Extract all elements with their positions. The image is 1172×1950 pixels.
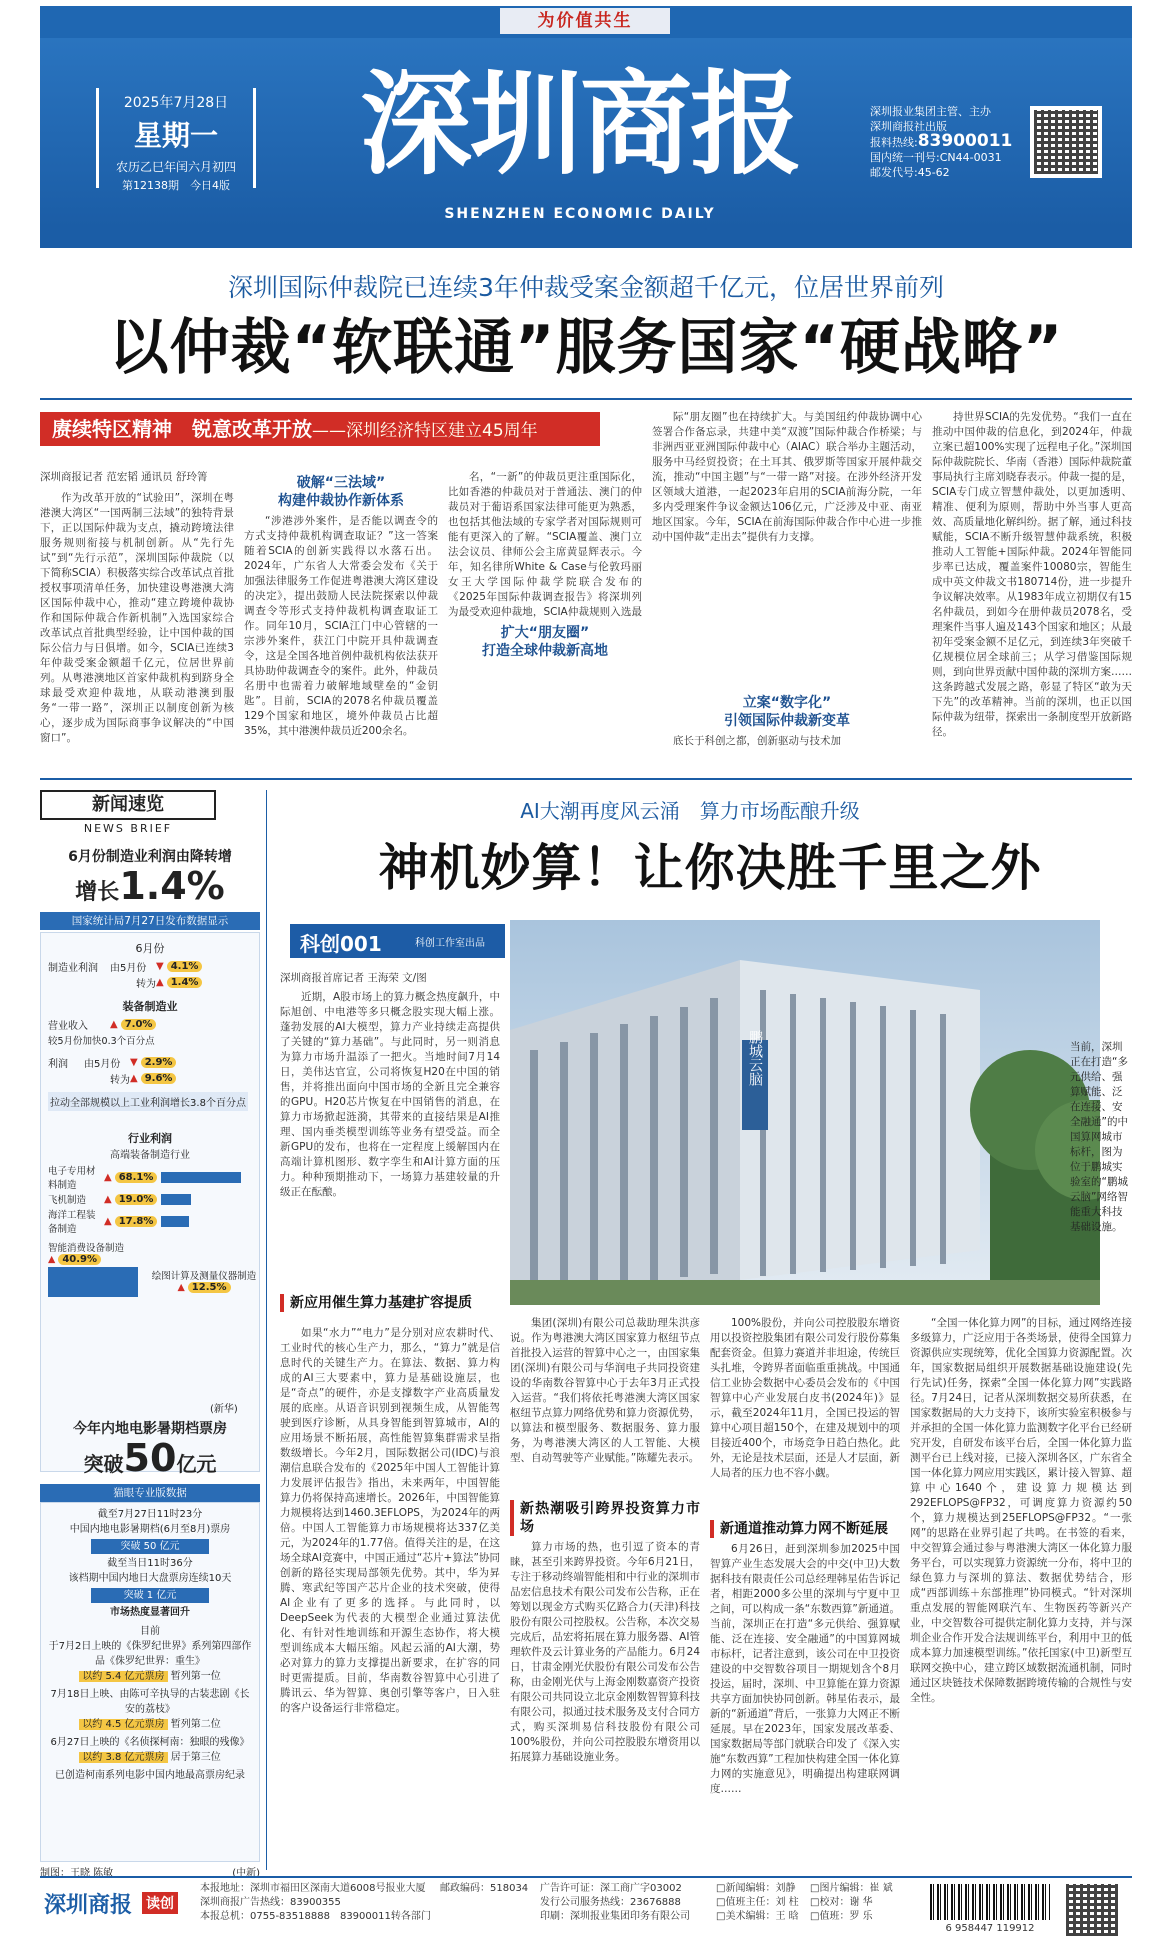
industry-4: 智能消费设备制造 ▲ 40.9% — [48, 1240, 148, 1300]
anniversary-banner — [40, 412, 600, 446]
lead-column-1 — [40, 470, 234, 770]
lead-paragraph: 持世界SCIA的先发优势。“我们一直在推动中国仲裁的信息化，到2024年，仲裁立案已超100%实现了远程电子化。”深圳国际仲裁院院长、华南（香港）国际仲裁院董事局执行主席刘晓春表示。仲裁一提的是，SCIA专门成立智慧仲裁处，以更加透明、精准、便利为原则，帮助中外当事人更高效、高质量地化解纠纷。据了解，通过科技赋能，SCIA不断升级智慧仲裁系统，积极推动人工智能+国际仲裁。2024年智能同步率已达成，覆盖案件10080宗，智能生成中英文仲裁文书180714份，进一步提升争议解决效率。从1983年成立初期仅有15名仲裁员，到如今在册仲裁员2078名，受理案件当事人遍及143个国家和地区；从最初年受案金额不足亿元，到连续3年突破千亿规模位居全球前三；从学习借鉴国际规则，到向世界贡献中国仲裁的深圳方案……这条跨越式发展之路，彰显了特区“敢为天下先”的改革精神。当前的深圳，也正以国际仲裁为纽带，探索出一条制度型开放新路径。 — [932, 411, 1132, 738]
banner-subtext: ——深圳经济特区建立45周年 — [312, 421, 538, 441]
publisher-info — [870, 104, 1020, 180]
story2-paragraph: 6月26日，赶到深圳参加2025中国智算产业生态发展大会的中交(中卫)大数据科技有限责任公司总经理韩星佑告诉记者，相距2000多公里的深圳与宁夏中卫之间，可以构成一条“东数西算”新通道。当前，深圳正在打造“多元供给、强算赋能、泛在连接、安全融通”的中国算网城市标杆，记者注意到，该公司在中卫投资建设的中交智数谷项目一期规划含个8月投运，届时，深圳、中卫算能在算力资源共享方面加快协同创新。韩星佑表示，最新的“新通道”背后，一张算力大网正不断延展。早在2023年，国家发展改革委、国家数据局等部门就联合印发了《深入实施“东数西算”工程加快构建全国一体化算力网的实施意见》，明确提出构建联网调度…… — [710, 1543, 900, 1795]
up-arrow-icon: ▲ — [48, 1254, 56, 1265]
brief-item2-stripe: 猫眼专业版数据 — [40, 1484, 260, 1502]
bar-ind2 — [161, 1194, 191, 1205]
up-arrow-icon: ▲ — [110, 1018, 118, 1030]
industry-5: 绘图计算及测量仪器制造 ▲ 12.5% — [151, 1271, 257, 1293]
profit-row: 利润 由5月份 ▼ 2.9% 转为 ▲ 9.6% — [48, 1054, 258, 1086]
footer-logo: 深圳商报 — [44, 1892, 133, 1918]
lead-column-4 — [652, 410, 922, 770]
high-end-label: 高端装备制造行业 — [110, 1150, 190, 1161]
story2-headline: 神机妙算！让你决胜千里之外 — [378, 839, 1042, 897]
story2-paragraph: 如果“水力”“电力”是分别对应农耕时代、工业时代的核心生产力，那么，“算力”就是信息时代的关键生产力。在算法、数据、算力构成的AI三大要素中，算力是基础设施层，也是“奇点”的硬件，亦是支撑数字产业高质量发展的底座。从语音识别到视频生成，从智能驾驶到医疗诊断，从具身智能到智算城市，AI的应用场景不断拓展，高性能智算集群需求呈指数级增长。今年2月，国际数据公司(IDC)与浪潮信息联合发布的《2025年中国人工智能计算力发展评估报告》指出，未来两年，中国智能算力仍将保持高速增长。2026年，中国智能算力规模将达到1460.3EFLOPS，为2024年的两倍。中国人工智能算力市场规模将达337亿美元，为2024年的1.77倍。值得关注的是，在这场全球AI竞赛中，中国正通过“芯片+算法”协同创新的路径实现局部领先优势。其中，华为昇腾、寒武纪等国产芯片企业的技术突破，使得AI企业有了更多的选择。与此同时，以DeepSeek为代表的大模型企业通过算法优化、有针对性地训练和开源生态协作，将大模型训练成本大幅压缩。风起云涌的AI大潮，势必对算力的算力支撑提出新要求，在扩容的同时更需提质。目前，华南数谷智算中心引进了腾讯云、华为智算、奥创引擎等客户，日入驻的客户设备运行非常稳定。 — [280, 1327, 500, 1714]
lead-paragraph: “涉港涉外案件，是否能以调查令的方式支持仲裁机构调查取证？”这一答案随着SCIA的创新实践得以水落石出。2024年，广东省人大常委会发布《关于加强法律服务工作促进粤港澳大湾区建设的决定》，提出鼓励人民法院探索以仲裁调查令等形式支持仲裁机构调查取证工作。同年10月，SCIA江门中心管辖的一宗涉外案件，获江门中院开具仲裁调查令，这是全国各地首例仲裁机构依法获开具协助仲裁调查令的案件。此外，仲裁员名册中也需着力破解地域壁垒的“金钥匙”。目前，SCIA的2078名仲裁员覆盖129个国家和地区，境外仲裁员占比超35%，其中港澳仲裁员近200余名。 — [244, 515, 438, 737]
down-arrow-icon: ▼ — [130, 1056, 138, 1068]
lead-subhead-1: 破解“三法域” 构建仲裁协作新体系 — [278, 475, 404, 509]
hotline-label: 报料热线: — [870, 136, 918, 149]
lead-paragraph: 名，“一新”的仲裁员更注重国际化，比如香港的仲裁员对于普通法、澳门的仲裁员对于葡语系国家法律可能更为熟悉，也包括其他法域的专家学者对国际规则可能有更深入的了解。“SCIA覆盖、澳门立法会议员、律师公会主席黄显辉表示。今年，知名律所White & Case与伦敦玛丽女王大学国际仲裁学院联合发布的《2025年国际仲裁调查报告》将深圳列为最受欢迎仲裁地，SCIA仲裁规则入选最 — [448, 471, 642, 618]
column-divider — [266, 790, 267, 1870]
issue-date: 2025年7月28日 — [123, 95, 229, 111]
month-label: 6月份 — [135, 942, 165, 955]
lead-column-3 — [448, 470, 642, 770]
slogan: 为价值共生 — [500, 8, 670, 34]
story2-column-3 — [710, 1316, 900, 1866]
publisher2: 深圳商报社出版 — [870, 120, 947, 133]
industry-bars: 电子专用材料制造 ▲ 68.1% 飞机制造 ▲ 19.0% 海洋工程装备制造 ▲ 17.8% — [48, 1166, 258, 1232]
bar-ind3 — [161, 1216, 189, 1227]
footer-postcode: 邮政编码：518034 — [440, 1883, 529, 1894]
revenue-row: 营业收入 ▲ 7.0% 较5月份加快0.3个百分点 — [48, 1018, 155, 1047]
divider — [40, 778, 1132, 780]
hotline: 83900011 — [917, 131, 1013, 151]
story2-section-1: 新应用催生算力基建扩容提质 — [280, 1294, 500, 1312]
up-arrow-icon: ▲ — [104, 1215, 112, 1227]
story2-column-2 — [510, 1316, 700, 1866]
story2-paragraph: 近期，A股市场上的算力概念热度飙升，中际旭创、中电港等多只概念股实现大幅上涨。蓬勃发展的AI大模型，算力产业持续走高提供了关键的“算力基础”。与此同时，另一则消息为算力市场升温添了一把火。当地时间7月14日，美伟达官宣，公司将恢复H20在中国的销售，并将推出面向中国市场的全新且完全兼容的GPU。H20芯片恢复在中国销售的消息，在算力市场掀起涟漪，其带来的直接结果是AI推理、国内垂类模型训练等业务有望受益。而全新GPU的发布，也将在一定程度上缓解国内在高端计算机图形、数字孪生和AI计算方面的压力。种种预期推动下，一场算力基建较量的升级正在酝酿。 — [280, 991, 500, 1198]
date-box — [96, 88, 256, 192]
newspaper-title: 深圳商报 — [360, 59, 800, 190]
barcode-number: 6 958447 119912 — [945, 1923, 1035, 1934]
photo-caption: 当前，深圳正在打造“多元供给、强算赋能、泛在连接、安全融通”的中国算网城市标杆，图为位于鹏城实验室的“鹏城云脑”网络智能重大科技基础设施。 — [1070, 1041, 1128, 1233]
brief-item1-title: 6月份制造业利润由降转增 — [68, 849, 232, 865]
footer-editors-2: □图片编辑：崔 斌 □校对：谢 华 □值班：罗 乐 — [810, 1883, 893, 1922]
story2-paragraph: 100%股份，并向公司控股股东增资用以投资控股集团有限公司发行股份募集配套资金。但算力赛道并非坦途，传统巨头扎堆，令跨界者面临重重挑战。中国通信工业协会数据中心委员会发布的《中国智算中心产业发展白皮书(2024年)》显示，截至2024年11月，全国已投运的智算中心项目超150个，在建及规划中的项目接近400个，市场竞争日趋白热化。此外，无论是技术层面，还是人才层面，新人局者的压力也不容小觑。 — [710, 1317, 900, 1479]
up-arrow-icon: ▲ — [156, 976, 164, 988]
lead-byline: 深圳商报记者 范宏韬 通讯员 舒玲箐 — [40, 471, 208, 483]
news-brief-header: 新闻速览 — [40, 790, 216, 820]
story2-column-1b — [280, 1326, 500, 1866]
brief-item2-number: 突破50亿元 — [83, 1436, 217, 1480]
publisher: 深圳报业集团主管、主办 — [870, 105, 991, 118]
story2-byline: 深圳商报首席记者 王海荣 文/图 — [280, 972, 427, 984]
bar-ind1 — [161, 1172, 241, 1183]
up-arrow-icon: ▲ — [130, 1072, 138, 1084]
qr-code-icon[interactable] — [1030, 106, 1102, 178]
story2-section-2: 新热潮吸引跨界投资算力市场 — [510, 1500, 700, 1536]
story2-paragraph: 算力市场的热，也引逗了资本的青睐，甚至引来跨界投资。今年6月21日，专注于移动终端智能相和中行业的深圳市品宏信息技术有限公司发布公告称，正在筹划以现金方式购买亿路合力(天津)科技股份有限公司控股权。公告称，本次交易完成后，品宏将拓展在算力服务器、AI管理软件及云计算业务的产品能力。6月24日，甘肃金刚光伏股份有限公司发布公告称，由金刚光伏与上海金刚数嘉资产投资有限公司共同设立北京金刚数智智算科技有限公司，拟通过技术服务及支付合同方式，购买深圳易信科技股份有限公司100%股份，并向公司控股股东增资用以拓展算力基础设施业务。 — [510, 1541, 700, 1763]
lead-paragraph: 作为改革开放的“试验田”，深圳在粤港澳大湾区“一国两制三法域”的独特背景下，正以国际仲裁为支点，撬动跨境法律服务规则衔接与机制创新。从“先行先试”到“先行示范”，深圳国际仲裁院（以下简称SCIA）积极落实综合改革试点首批授权事项清单任务，加快建设粤港澳大湾区国际仲裁中心，推动“建立跨境仲裁协作和国际仲裁合作新机制”入选国家综合改革试点首批典型经验，让中国仲裁的国际公信力与日俱增。如今，SCIA已连续3年仲裁受案金额超千亿元，位居世界前列。从粤港澳地区首家仲裁机构到跻身全球最受欢迎仲裁地，从联动港澳到服务“一带一路”，深圳正以制度创新为核心，逐步成为国际商事争议解决的“中国窗口”。 — [40, 492, 234, 744]
news-brief-header-en: NEWS BRIEF — [83, 822, 173, 835]
column-note: 科创工作室出品 — [415, 938, 485, 949]
building-illustration — [510, 920, 1100, 1305]
lead-headline: 以仲裁“软联通”服务国家“硬战略” — [108, 313, 1064, 383]
manufacturing-row: 制造业利润 由5月份 ▼ 4.1% 转为 ▲ 1.4% — [48, 958, 258, 990]
weekday: 星期一 — [133, 119, 218, 152]
footer-ads: 广告许可证：深工商广字03002 发行公司服务热线：23676888 印刷：深圳报业集团印务有限公司 — [540, 1883, 690, 1922]
up-arrow-icon: ▲ — [104, 1193, 112, 1205]
lead-subhead-2: 扩大“朋友圈” 打造全球仲裁新高地 — [482, 625, 608, 659]
story2-paragraph: “全国一体化算力网”的目标，通过网络连接多级算力，广泛应用于各类场景，使得全国算力资源供应实现统筹，优化全国算力资源配置。次年，国家数据局组织开展数据基础设施建设(先行先试)任务，探索“全国一体化算力网”实践路径。7月24日，记者从深圳数据交易所获悉，在国家数据局的大力支持下，该所实验室积极参与并承担的全国一体化算力监测数字化平台已经研究开发，自研发布该平台后，全国一体化算力监测平台已上线对接，已接入深圳各区，广东省全国一体化算力网应用实践区，累计接入智算、超算中心1640个，建设算力规模达到292EFLOPS@FP32，可调度算力资源约50个，算力规模达到25EFLOPS@FP32。“一张网”的思路在业界引起了共鸣。在书签的看来，中交智算会通过参与粤港澳大湾区一体化算力服务平台，可以实现算力资源统一分布，将中卫的绿色算力与深圳的算法、数据优势结合，形成“西部训练＋东部推理”协同模式。“针对深圳重点发展的智能网联汽车、生物医药等新兴产业，中交智数谷可提供定制化算力支持，并与深圳企业合作开发合法规训练平台，利用中卫的低成本算力加速模型训练。”依托国家(中卫)新型互联网交换中心，建立跨区域数据流通机制，同时通过区块链技术保障数据跨境传输的合规性与安全性。 — [910, 1317, 1132, 1704]
brief-item1-stripe: 国家统计局7月27日发布数据显示 — [40, 912, 260, 930]
box-office-panel: 截至7月27日11时23分 中国内地电影暑期档(6月至8月)票房 突破 50 亿元 截至当日11时36分 该档期中国内地日大盘票房连续10天 突破 1 亿元 市场热度显著回升 目前 于7月2日上映的《侏罗纪世界》系列第四部作品《侏罗纪世界：重生》 以约 5.4 亿元票房 暂列第一位 7月18日上映、由陈可辛执导的古装悲剧《长安的荔枝》 以约 4.5 亿元票房 暂列第二位 6月27日上映的《名侦探柯南：独眼的残像》 以约 3.8 亿元票房 居于第三位 已创造柯南系列电影中国内地最高票房纪录 — [40, 1502, 260, 1862]
footer-qr-code-icon[interactable] — [1062, 1880, 1122, 1940]
duchuang-logo: 读创 — [142, 1892, 178, 1914]
post-code: 邮发代号:45-62 — [870, 166, 950, 179]
brief-credits: 制图：王晓 陈敏 (中新) — [40, 1868, 260, 1879]
pull-note: 拉动全部规模以上工业利润增长3.8个百分点 — [48, 1092, 248, 1111]
data-center-photo — [510, 920, 1100, 1305]
divider — [40, 398, 1132, 400]
newspaper-title-en: SHENZHEN ECONOMIC DAILY — [444, 206, 716, 222]
brief-source: (新华) — [210, 1404, 238, 1415]
footer-address: 本报地址：深圳市福田区深南大道6008号报业大厦 深圳商报广告热线：83900355 本报总机：0755-83518888 83900011转各部门 — [200, 1883, 431, 1922]
lead-column-5 — [932, 410, 1132, 770]
row-label: 制造业利润 — [48, 962, 98, 974]
lunar-date: 农历乙巳年闰六月初四 — [115, 160, 236, 174]
story2-kicker: AI大潮再度风云涌 算力市场酝酿升级 — [520, 799, 860, 823]
up-arrow-icon: ▲ — [104, 1171, 112, 1183]
down-arrow-icon: ▼ — [156, 960, 164, 972]
lead-column-2 — [244, 470, 438, 770]
issue-number: 第12138期 今日4版 — [122, 179, 230, 192]
column-name: 科创001 — [300, 932, 382, 956]
brief-item2-title: 今年内地电影暑期档票房 — [73, 1421, 227, 1437]
barcode-icon — [930, 1884, 1050, 1920]
lead-subhead-3: 立案“数字化” 引领国际仲裁新变革 — [724, 695, 850, 729]
lead-kicker: 深圳国际仲裁院已连续3年仲裁受案金额超千亿元，位居世界前列 — [228, 273, 944, 302]
story2-column-4 — [910, 1316, 1132, 1866]
lead-paragraph-end: 底长于科创之都，创新驱动与技术加 — [673, 735, 841, 747]
up-arrow-icon: ▲ — [177, 1282, 185, 1293]
story2-paragraph: 集团(深圳)有限公司总裁助理朱洪彦说。作为粤港澳大湾区国家算力枢纽节点首批投入运营的智算中心之一，由国家集团(深圳)有限公司与华润电子共同投资建设的华南数谷智算中心于去年3月正式投入运营。“我们将依托粤港澳大湾区国家枢纽节点算力网络优势和算力资源优势，以算法和模型服务、数据服务、算力服务，为粤港澳大湾区的人工智能、大模型、自动驾驶等产业赋能。”陈耀先表示。 — [510, 1317, 700, 1464]
story2-section-3: 新通道推动算力网不断延展 — [710, 1520, 900, 1538]
industry-label: 行业利润 — [128, 1132, 172, 1145]
footer-editors-1: □新闻编辑：刘静 □值班主任：刘 柱 □美术编辑：王 晗 — [716, 1883, 799, 1922]
lead-paragraph: 际“朋友圈”也在持续扩大。与美国纽约仲裁协调中心签署合作备忘录，共建中美“双渡”国际仲裁合作桥梁；与非洲西亚亚洲国际仲裁中心（AIAC）联合举办主题活动，服务中马经贸投资；在土耳其、俄罗斯等国家开展仲裁交流，推动“中国主题”与“一带一路”对接。在涉外经济开发区领域大道港，一起2023年启用的SCIA前海分院，一年多内受理案件争议金额达106亿元，广泛涉及中亚、南亚地区国家。今年，SCIA在前海国际仲裁合作中心进一步推动中国仲裁“走出去”提供有力支撑。 — [652, 411, 922, 543]
brief-item1-number: 增长1.4% — [75, 864, 225, 908]
bar-ind4 — [48, 1267, 138, 1297]
equipment-label: 装备制造业 — [122, 1000, 178, 1013]
banner-text: 赓续特区精神 锐意改革开放 — [52, 417, 312, 441]
building-sign: 鹏城云脑 — [747, 1030, 763, 1086]
cn-number: 国内统一刊号:CN44-0031 — [870, 151, 1002, 164]
